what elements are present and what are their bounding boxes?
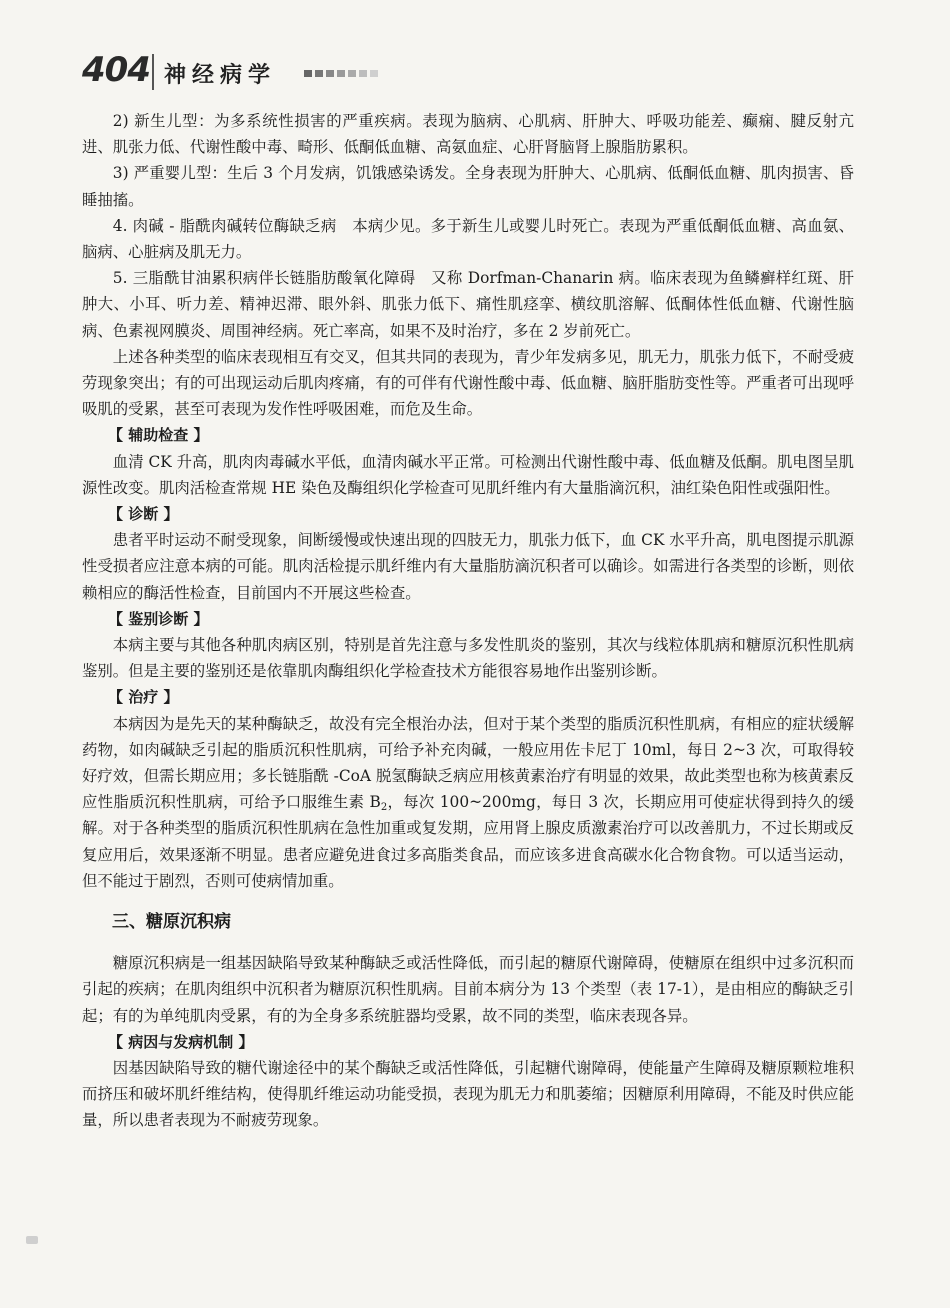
- vitamin-b-subscript: 2: [380, 802, 388, 814]
- decor-dot: [315, 70, 323, 77]
- decor-dot: [304, 70, 312, 77]
- page-number: 404: [82, 50, 150, 90]
- page-body: [82, 108, 854, 1134]
- treatment-text-part1: 本病因为是先天的某种酶缺乏，故没有完全根治办法，但对于某个类型的脂质沉积性肌病，有相应的症状缓解药物，如肉碱缺乏引起的脂质沉积性肌病，可给予补充肉碱，一般应用佐卡尼丁 10ml，每日 2~3 次，可取得较好疗效，但需长期应用；多长链脂酰 -CoA 脱氢酶缺乏病应用核黄素治疗有明显的效果，故此类型也称为核黄素反应性脂质沉积性肌病，可给予口服维生素 B: [82, 714, 854, 812]
- paragraph-diagnosis: 患者平时运动不耐受现象，间断缓慢或快速出现的四肢无力，肌张力低下，血 CK 水平升高，肌电图提示肌源性受损者应注意本病的可能。肌肉活检提示肌纤维内有大量脂肪滴沉积者可以确诊。如需进行各类型的诊断，则依赖相应的酶活性检查，目前国内不开展这些检查。: [82, 531, 854, 602]
- heading-auxiliary-exam: 【 辅助检查 】: [108, 426, 209, 445]
- paragraph-severe-infant-type: 3) 严重婴儿型：生后 3 个月发病，饥饿感染诱发。全身表现为肝肿大、心肌病、低酮低血糖、肌肉损害、昏睡抽搐。: [82, 164, 854, 209]
- paragraph-glycogen-intro: 糖原沉积病是一组基因缺陷导致某种酶缺乏或活性降低，而引起的糖原代谢障碍，使糖原在组织中过多沉积而引起的疾病；在肌肉组织中沉积者为糖原沉积性肌病。目前本病分为 13 个类型（表 17-1），是由相应的酶缺乏引起；有的为单纯肌肉受累，有的为全身多系统脏器均受累，故不同的类型，临床表现各异。: [82, 954, 854, 1025]
- scan-artifact: [26, 1236, 38, 1244]
- decor-dot: [370, 70, 378, 77]
- treatment-text-part2: ，每次 100~200mg，每日 3 次，长期应用可使症状得到持久的缓解。对于各种类型的脂质沉积性肌病在急性加重或复发期，应用肾上腺皮质激素治疗可以改善肌力，不过长期或反复应用后，效果逐渐不明显。患者应避免进食过多高脂类食品，而应该多进食高碳水化合物食物。可以适当运动，但不能过于剧烈，否则可使病情加重。: [82, 793, 854, 890]
- heading-diagnosis: 【 诊断 】: [108, 505, 179, 524]
- decor-dot: [359, 70, 367, 77]
- paragraph-auxiliary-exam: 血清 CK 升高，肌肉肉毒碱水平低，血清肉碱水平正常。可检测出代谢性酸中毒、低血糖及低酮。肌电图呈肌源性改变。肌肉活检查常规 HE 染色及酶组织化学检查可见肌纤维内有大量脂滴沉积，油红染色阳性或强阳性。: [82, 452, 854, 497]
- page-header: [82, 50, 882, 94]
- heading-treatment: 【 治疗 】: [108, 688, 179, 707]
- paragraph-neonatal-type: 2) 新生儿型：为多系统性损害的严重疾病。表现为脑病、心肌病、肝肿大、呼吸功能差、癫痫、腱反射亢进、肌张力低、代谢性酸中毒、畸形、低酮低血糖、高氨血症、心肝肾脑肾上腺脂肪累积。: [82, 112, 854, 157]
- paragraph-etiology: 因基因缺陷导致的糖代谢途径中的某个酶缺乏或活性降低，引起糖代谢障碍，使能量产生障碍及糖原颗粒堆积而挤压和破坏肌纤维结构，使得肌纤维运动功能受损，表现为肌无力和肌萎缩；因糖原利用障碍，不能及时供应能量，所以患者表现为不耐疲劳现象。: [82, 1058, 854, 1130]
- paragraph-dorfman-chanarin: 5. 三脂酰甘油累积病伴长链脂肪酸氧化障碍 又称 Dorfman-Chanarin 病。临床表现为鱼鳞癣样红斑、肝肿大、小耳、听力差、精神迟滞、眼外斜、肌张力低下、痛性肌痉挛、横纹肌溶解、低酮体性低血糖、代谢性脑病、色素视网膜炎、周围神经病。死亡率高，如果不及时治疗，多在 2 岁前死亡。: [82, 269, 854, 340]
- paragraph-differential-diagnosis: 本病主要与其他各种肌肉病区别，特别是首先注意与多发性肌炎的鉴别，其次与线粒体肌病和糖原沉积性肌病鉴别。但是主要的鉴别还是依靠肌肉酶组织化学检查技术方能很容易地作出鉴别诊断。: [82, 636, 854, 681]
- heading-differential-diagnosis: 【 鉴别诊断 】: [108, 609, 209, 628]
- decor-dot: [337, 70, 345, 77]
- heading-etiology-pathogenesis: 【 病因与发病机制 】: [108, 1032, 254, 1051]
- book-title: 神经病学: [164, 63, 277, 88]
- paragraph-common-features: 上述各种类型的临床表现相互有交叉，但其共同的表现为，青少年发病多见，肌无力，肌张力低下，不耐受疲劳现象突出；有的可出现运动后肌肉疼痛，有的可伴有代谢性酸中毒、低血糖、脑肝脂肪变性等。严重者可出现呼吸肌的受累，甚至可表现为发作性呼吸困难，而危及生命。: [82, 347, 854, 419]
- header-divider: [152, 54, 154, 90]
- paragraph-translocase-deficiency: 4. 肉碱 - 脂酰肉碱转位酶缺乏病 本病少见。多于新生儿或婴儿时死亡。表现为严重低酮低血糖、高血氨、脑病、心脏病及肌无力。: [82, 216, 854, 262]
- section-title-glycogen-storage: 三、糖原沉积病: [112, 912, 231, 933]
- header-decoration-dots: [304, 70, 378, 77]
- decor-dot: [326, 70, 334, 77]
- decor-dot: [348, 70, 356, 77]
- paragraph-treatment: [82, 711, 854, 894]
